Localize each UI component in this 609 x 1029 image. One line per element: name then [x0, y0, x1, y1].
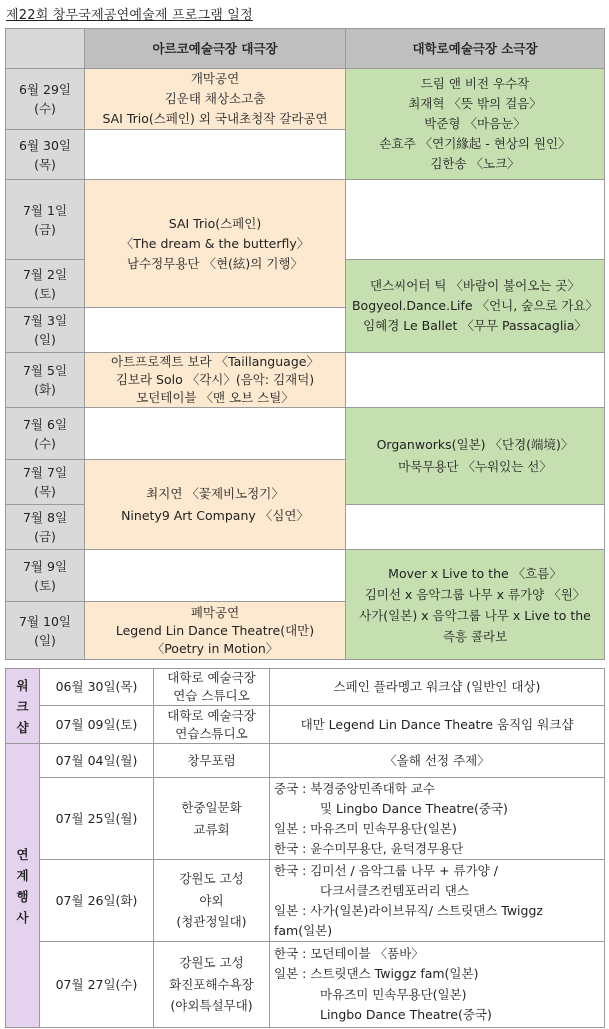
detail-line: Lingbo Dance Theatre(중국): [320, 1007, 492, 1022]
program-line: 아트프로젝트 보라 〈Taillanguage〉: [111, 354, 319, 369]
event-detail: 〈올해 선정 주제〉: [270, 744, 605, 778]
date-day: 7월 5일: [22, 363, 68, 378]
event-venue: [154, 778, 270, 860]
page-title: 제22회 창무국제공연예술제 프로그램 일정: [6, 8, 253, 23]
program-line: SAI Trio(스페인): [168, 215, 262, 231]
detail-line: 한국 : 김미선 / 음악그룹 나무 + 류가양 /: [274, 862, 498, 878]
related-event-row: [6, 778, 605, 860]
empty-cell: [85, 408, 346, 460]
workshop-row: [6, 669, 605, 706]
program-line: Organworks(일본) 〈단경(端境)〉: [376, 437, 574, 452]
related-events-category: [6, 744, 40, 1028]
program-line: Mover x Live to the 〈흐름〉: [388, 565, 562, 581]
venue-line: 화진포해수욕장: [169, 976, 254, 992]
date-cell: [6, 505, 85, 550]
program-line: 댄스씨어터 틱 〈바람이 불어오는 곳〉: [370, 278, 580, 293]
program-line: 폐막공연: [190, 604, 240, 620]
event-date: 07월 09일(토): [40, 706, 154, 744]
venue-line: 야외: [199, 892, 224, 908]
daehakro-theater-header: 대학로예술극장 소극장: [346, 29, 605, 69]
program-line: Legend Lin Dance Theatre(대만): [115, 622, 315, 638]
venue-line: (야외특설무대): [170, 998, 253, 1014]
dance-theater-tik-cell: [346, 260, 605, 353]
venue-line: 한중일문화: [181, 800, 242, 815]
empty-cell: [85, 308, 346, 353]
detail-line: 다크서클즈컨템포러리 댄스: [320, 882, 469, 898]
category-char: 사: [16, 909, 29, 925]
venue-line: 강원도 고성: [179, 955, 244, 971]
program-line: 최재혁 〈뜻 밖의 걸음〉: [408, 96, 542, 111]
event-date: 07월 26일(화): [40, 860, 154, 942]
program-line: 남수정무용단 〈현(絃)의 기행〉: [127, 255, 303, 271]
program-line: 손효주 〈연기緣起 - 현상의 원인〉: [379, 136, 571, 151]
program-line: 임혜경 Le Ballet 〈무무 Passacaglia〉: [363, 318, 587, 333]
date-weekday: (목): [34, 156, 56, 172]
corner-header: [6, 29, 85, 69]
empty-cell: [346, 505, 605, 550]
date-cell: [6, 130, 85, 180]
date-day: 7월 2일: [22, 266, 68, 282]
detail-line: 한국 : 모던테이블 〈품바〉: [274, 945, 424, 961]
event-title: 스페인 플라멩고 워크샵 (일반인 대상): [270, 669, 605, 706]
related-event-row: [6, 942, 605, 1028]
detail-line: 및 Lingbo Dance Theatre(중국): [320, 800, 508, 816]
venue-line: 강원도 고성: [179, 871, 244, 887]
program-line: 즉흥 콜라보: [442, 628, 508, 644]
date-cell: [6, 69, 85, 130]
workshop-category: [6, 669, 40, 744]
date-weekday: (토): [34, 577, 56, 593]
date-weekday: (토): [34, 285, 56, 301]
schedule-row: [6, 353, 605, 408]
program-line: 마묵무용단 〈누워있는 선〉: [398, 459, 552, 474]
category-char: 워: [16, 677, 29, 693]
date-weekday: (일): [34, 332, 56, 347]
closing-performance-cell: [85, 602, 346, 660]
category-char: 크: [16, 698, 29, 714]
event-date: 07월 25일(월): [40, 778, 154, 860]
date-cell: [6, 353, 85, 408]
opening-performance-cell: [85, 69, 346, 130]
event-detail: [270, 778, 605, 860]
program-line: 모던테이블 〈맨 오브 스틸〉: [136, 390, 294, 405]
schedule-row: [6, 180, 605, 260]
schedule-row: [6, 550, 605, 602]
venue-line: 대학로 예술극장: [167, 707, 256, 723]
date-day: 6월 29일: [19, 82, 71, 97]
date-weekday: (일): [34, 632, 56, 648]
venue-line: 연습 스튜디오: [173, 688, 250, 703]
arko-theater-header: 아르코예술극장 대극장: [85, 29, 346, 69]
workshop-and-events-table: [5, 668, 605, 1028]
date-cell: [6, 308, 85, 353]
event-venue: [154, 706, 270, 744]
date-cell: [6, 460, 85, 505]
empty-cell: [85, 550, 346, 602]
detail-line: 일본 : 스트릿댄스 Twiggz fam(일본): [274, 966, 479, 981]
detail-line: 한국 : 윤수미무용단, 윤덕경무용단: [274, 840, 464, 856]
category-char: 행: [16, 888, 29, 904]
event-title: 대만 Legend Lin Dance Theatre 움직임 워크샵: [270, 706, 605, 744]
date-weekday: (수): [34, 435, 56, 451]
date-cell: [6, 180, 85, 260]
related-event-row: [6, 744, 605, 778]
date-cell: [6, 602, 85, 660]
schedule-row: [6, 69, 605, 130]
date-day: 6월 30일: [19, 137, 71, 153]
date-weekday: (금): [34, 529, 56, 544]
program-line: 〈Poetry in Motion〉: [151, 640, 279, 656]
program-line: 박준형 〈마음눈〉: [424, 116, 526, 131]
program-line: Bogyeol.Dance.Life 〈언니, 숲으로 가요〉: [351, 298, 599, 313]
schedule-header-row: [6, 29, 605, 69]
venue-line: 교류회: [193, 821, 230, 837]
schedule-row: [6, 408, 605, 460]
category-char: 연: [16, 846, 29, 862]
date-day: 7월 1일: [22, 202, 68, 218]
date-weekday: (금): [34, 221, 56, 237]
detail-line: 일본 : 마유즈미 민속무용단(일본): [274, 820, 457, 836]
program-line: Ninety9 Art Company 〈심연〉: [121, 507, 309, 523]
event-venue: [154, 942, 270, 1028]
detail-line: 일본 : 사가(일본)라이브뮤직/ 스트릿댄스 Twiggz: [274, 902, 543, 918]
date-weekday: (수): [34, 101, 56, 116]
event-venue: 창무포럼: [154, 744, 270, 778]
program-line: 김미선 x 음악그룹 나무 x 류가양 〈원〉: [364, 586, 586, 602]
program-line: 드림 앤 비전 우수작: [420, 76, 530, 91]
empty-cell: [346, 180, 605, 260]
workshop-row: [6, 706, 605, 744]
program-line: 최지연 〈꽃제비노정기〉: [146, 485, 284, 501]
program-line: 사가(일본) x 음악그룹 나무 x Live to the: [359, 607, 591, 623]
date-cell: [6, 550, 85, 602]
event-date: 06월 30일(목): [40, 669, 154, 706]
program-line: 개막공연: [190, 71, 240, 86]
category-char: 샵: [16, 719, 29, 735]
date-weekday: (목): [34, 484, 56, 499]
detail-line: 마유즈미 민속무용단(일본): [320, 986, 467, 1002]
detail-line: fam(일본): [274, 922, 333, 938]
date-day: 7월 10일: [19, 613, 71, 629]
date-cell: [6, 408, 85, 460]
choi-jiyeon-cell: [85, 460, 346, 550]
date-weekday: (화): [34, 382, 56, 397]
program-line: 김한송 〈노크〉: [430, 156, 520, 171]
related-event-row: [6, 860, 605, 942]
event-venue: [154, 860, 270, 942]
event-detail: [270, 942, 605, 1028]
empty-cell: [346, 353, 605, 408]
program-line: 〈The dream & the butterfly〉: [120, 235, 310, 251]
program-line: SAI Trio(스페인) 외 국내초청작 갈라공연: [102, 111, 328, 126]
art-project-bora-cell: [85, 353, 346, 408]
dream-and-vision-cell: [346, 69, 605, 180]
date-day: 7월 9일: [22, 558, 68, 574]
organworks-cell: [346, 408, 605, 505]
program-line: 김보라 Solo 〈각시〉(음악: 김재덕): [115, 372, 315, 387]
venue-line: (청관정일대): [176, 914, 247, 930]
date-day: 7월 3일: [22, 313, 68, 328]
program-schedule-table: [5, 28, 605, 660]
venue-line: 대학로 예술극장: [167, 670, 256, 685]
date-cell: [6, 260, 85, 308]
date-day: 7월 8일: [22, 510, 68, 525]
event-venue: [154, 669, 270, 706]
event-date: 07월 04일(월): [40, 744, 154, 778]
mover-live-cell: [346, 550, 605, 660]
sai-trio-cell: [85, 180, 346, 308]
empty-cell: [85, 130, 346, 180]
event-date: 07월 27일(수): [40, 942, 154, 1028]
category-char: 계: [16, 867, 29, 883]
date-day: 7월 7일: [22, 465, 68, 480]
event-detail: [270, 860, 605, 942]
date-day: 7월 6일: [22, 416, 68, 432]
venue-line: 연습스튜디오: [175, 725, 248, 741]
detail-line: 중국 : 북경중앙민족대학 교수: [274, 780, 436, 796]
program-line: 김운태 채상소고춤: [164, 91, 266, 106]
